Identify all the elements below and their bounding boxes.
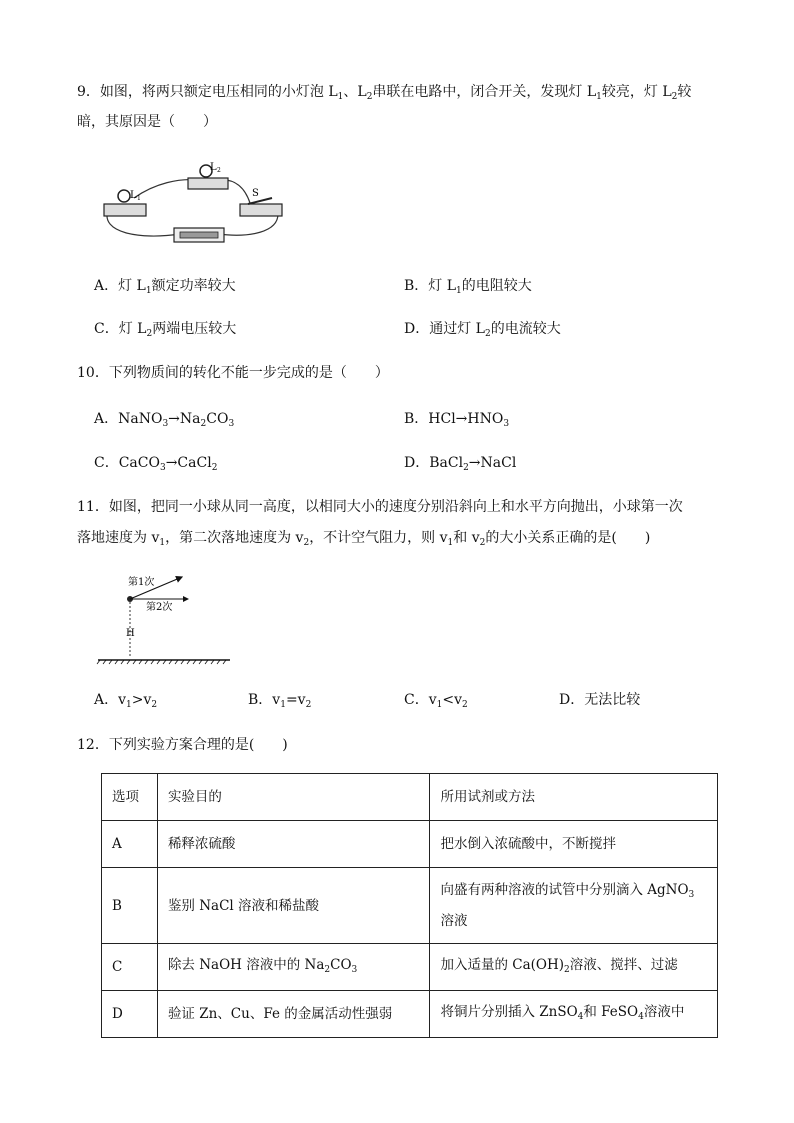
q9-stem-line2: 暗，其原因是（ ） [77, 114, 217, 130]
q9-option-b: B．灯 $L_1$的电阻较大 [404, 278, 532, 296]
table-row: B 鉴别 NaCl 溶液和稀盐酸 向盛有两种溶液的试管中分别滴入 AgNO$_3$ 溶液 [102, 868, 718, 944]
header-option: 选项 [102, 774, 158, 821]
label-l1: L [130, 190, 137, 201]
projectile-diagram [96, 568, 236, 666]
table-header-row [102, 774, 718, 821]
svg-text:1: 1 [137, 195, 141, 202]
q9-stem-line1: 9．如图，将两只额定电压相同的小灯泡 $L_1$、$L_2$串联在电路中，闭合开关，发现灯 $L_1$较亮，灯 $L_2$较 [77, 84, 692, 102]
q10-option-c: C．CaCO$_3$→CaCl$_2$ [94, 455, 218, 473]
q10-option-a: A．$NaNO_3\to Na_2CO_3$ [94, 411, 235, 429]
q12-table [101, 773, 718, 1038]
header-method: 所用试剂或方法 [430, 774, 718, 821]
q10-option-b: B．$HCl\to HNO_3$ [404, 411, 510, 429]
table-row: D 验证 Zn、Cu、Fe 的金属活动性强弱 将铜片分别插入 ZnSO$_4$和 FeSO$_4$溶液中 [102, 991, 718, 1038]
table-row: C 除去 NaOH 溶液中的 $Na_2CO_3$ 加入适量的 $Ca(OH)_2$溶液、搅拌、过滤 [102, 944, 718, 991]
q12-stem: 12．下列实验方案合理的是( ) [77, 737, 288, 753]
header-purpose: 实验目的 [157, 774, 430, 821]
table-row: A 稀释浓硫酸 把水倒入浓硫酸中，不断搅拌 [102, 821, 718, 868]
q9-option-c: C．灯 $L_2$两端电压较大 [94, 321, 237, 339]
label-l2: L [210, 162, 217, 173]
label-h: H [126, 628, 135, 639]
q9-option-d: D．通过灯 $L_2$的电流较大 [404, 321, 561, 339]
q11-option-a: A．$v_1>v_2$ [94, 692, 158, 710]
svg-text:2: 2 [217, 167, 221, 174]
label-first: 第1次 [128, 577, 155, 588]
circuit-diagram [100, 158, 290, 248]
q10-option-d: D．BaCl$_2$→NaCl [404, 455, 517, 473]
label-s: S [252, 188, 259, 199]
q11-option-b: B．$v_1=v_2$ [248, 692, 312, 710]
q11-option-c: C．$v_1<v_2$ [404, 692, 468, 710]
q11-stem-line2: 落地速度为 $v_1$，第二次落地速度为 $v_2$，不计空气阻力，则 $v_1$和 $v_2$的大小关系正确的是( ) [77, 530, 651, 548]
label-second: 第2次 [146, 602, 173, 613]
q10-stem: 10．下列物质间的转化不能一步完成的是（ ） [77, 365, 389, 381]
q11-option-d: D．无法比较 [559, 692, 641, 708]
q11-stem-line1: 11．如图，把同一小球从同一高度，以相同大小的速度分别沿斜向上和水平方向抛出，小球第一次 [77, 499, 683, 515]
q9-option-a: A．灯 $L_1$额定功率较大 [94, 278, 236, 296]
